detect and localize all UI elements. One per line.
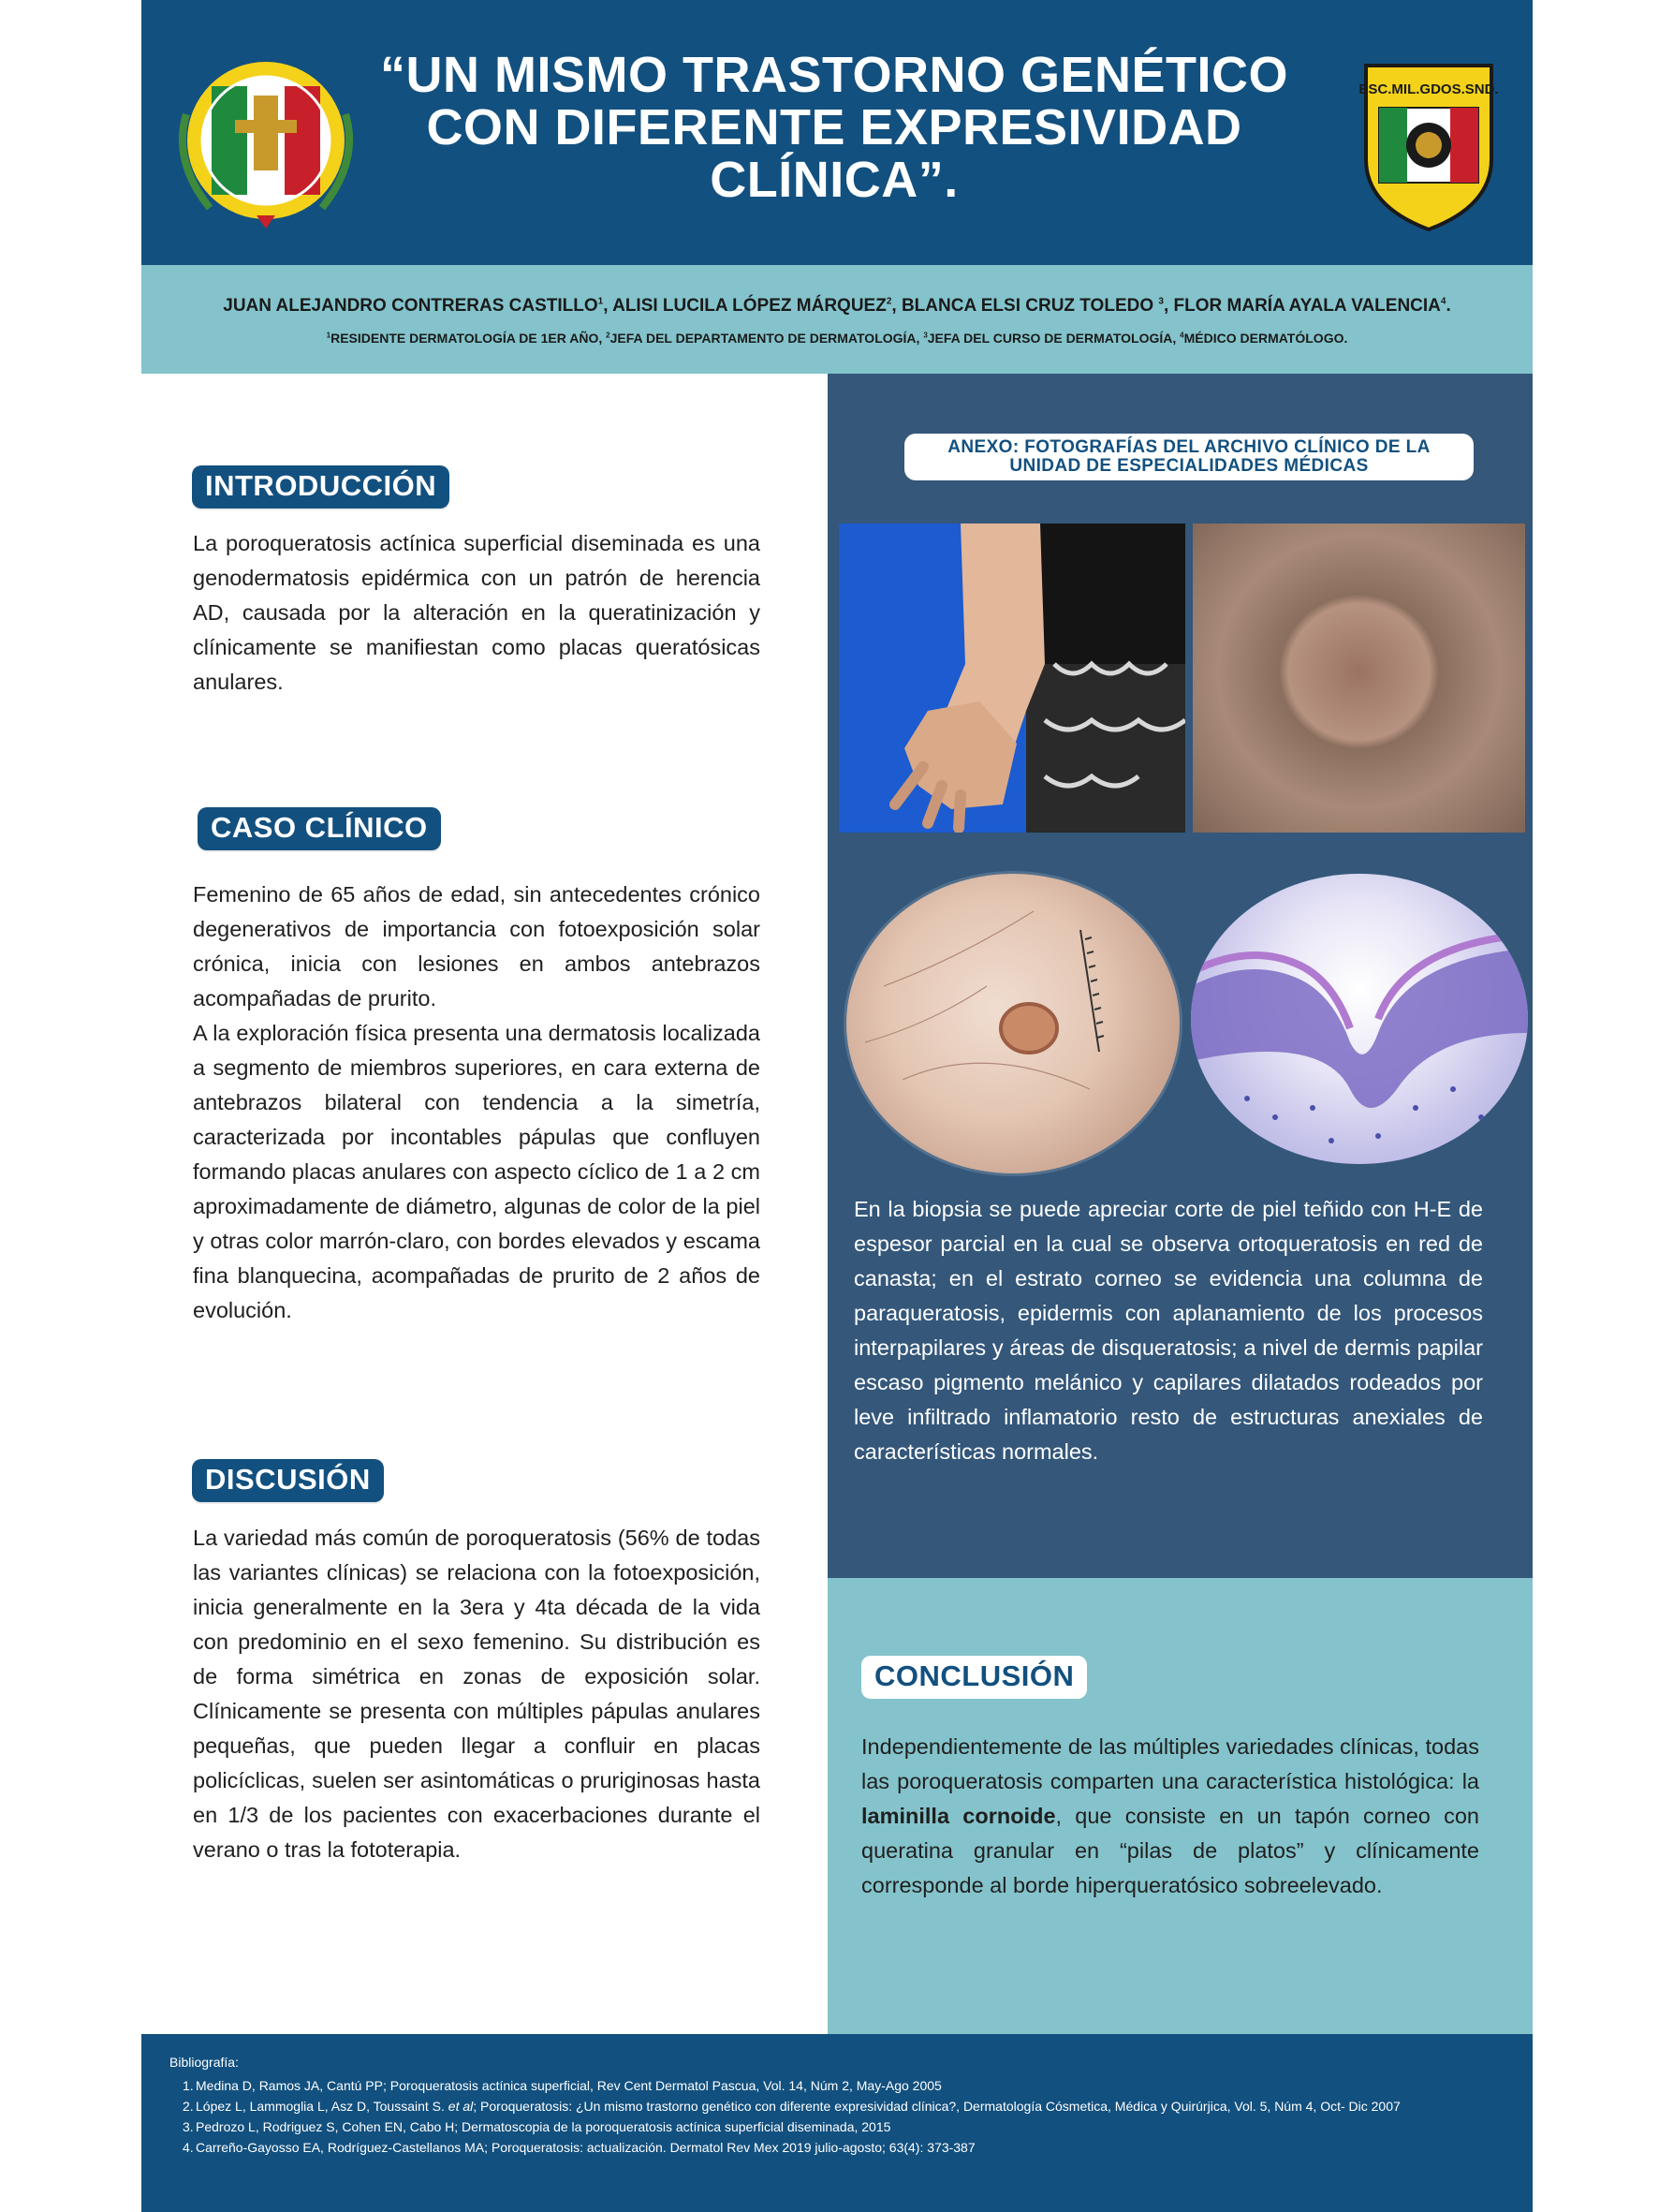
affiliation: RESIDENTE DERMATOLOGÍA DE 1ER AÑO, <box>330 331 603 346</box>
poster-title <box>352 49 1316 206</box>
affil-sup: 1 <box>326 331 331 340</box>
author-name: JUAN ALEJANDRO CONTRERAS CASTILLO <box>223 296 598 316</box>
bibliography-title: Bibliografía: <box>169 2055 239 2070</box>
discusion-heading: DISCUSIÓN <box>192 1459 384 1502</box>
reference-item <box>183 2075 1512 2096</box>
affiliations-line <box>141 331 1533 346</box>
reference-item <box>183 2096 1512 2116</box>
conclusion-bold-term: laminilla cornoide <box>861 1804 1056 1828</box>
affiliation: MÉDICO DERMATÓLOGO. <box>1183 331 1348 346</box>
author-name: BLANCA ELSI CRUZ TOLEDO <box>901 296 1154 316</box>
svg-text:ESC.MIL.GDOS.SND.: ESC.MIL.GDOS.SND. <box>1358 81 1499 97</box>
conclusion-paragraph <box>861 1730 1479 1903</box>
annex-heading-line-2: UNIDAD DE ESPECIALIDADES MÉDICAS <box>1009 456 1369 476</box>
reference-text: López L, Lammoglia L, Asz D, Toussaint S. <box>196 2099 448 2114</box>
author-name: ALISI LUCILA LÓPEZ MÁRQUEZ <box>612 296 887 316</box>
reference-number: 2. <box>183 2099 194 2114</box>
conclusion-text-after: , que consiste en un tapón corneo con queratina granular en “pilas de platos” y clínicamente corresponde al borde hiperqueratósico sobreelevado. <box>861 1804 1479 1897</box>
reference-item <box>183 2116 1512 2137</box>
conclusion-panel <box>828 1578 1533 2034</box>
affiliation: JEFA DEL DEPARTAMENTO DE DERMATOLOGÍA, <box>609 331 920 346</box>
affil-sup: 4 <box>1180 331 1184 340</box>
reference-text: Medina D, Ramos JA, Cantú PP; Poroqueratosis actínica superficial, Rev Cent Dermatol Pascua, Vol. 14, Núm 2, May-Ago 2005 <box>196 2078 942 2093</box>
dermoscopy-photo <box>846 874 1180 1173</box>
histology-photo <box>1191 874 1528 1164</box>
authors-line: JUAN ALEJANDRO CONTRERAS CASTILLO$^1$, ALISI LUCILA LÓPEZ MÁRQUEZ$^2$, BLANCA ELSI CRUZ TOLEDO $^3$, FLOR MARÍA AYALA VALENCIA$^4$. <box>223 296 1451 316</box>
title-line-1: “UN MISMO TRASTORNO GENÉTICO <box>379 47 1289 103</box>
discusion-paragraph: La variedad más común de poroqueratosis (56% de todas las variantes clínicas) se relaciona con la fotoexposición, inicia generalmente en la 3era y 4ta década de la vida con predominio en el sexo femenino. Su distribución es de forma simétrica en zonas de exposición solar. Clínicamente se presenta con múltiples pápulas anulares pequeñas, que pueden llegar a confluir en placas policíclicas, suelen ser asintomáticas o pruriginosas hasta en 1/3 de los pacientes con exacerbaciones durante el verano o tras la fototerapia. <box>193 1526 760 1862</box>
reference-text: Pedrozo L, Rodriguez S, Cohen EN, Cabo H; Dermatoscopia de la poroqueratosis actínica superficial diseminada, 2015 <box>196 2119 891 2134</box>
authors-band <box>141 265 1533 374</box>
introduccion-heading: INTRODUCCIÓN <box>192 465 449 509</box>
bibliography-list <box>183 2075 1512 2158</box>
reference-text: Carreño-Gayosso EA, Rodríguez-Castellanos MA; Poroqueratosis: actualización. Dermatol Rev Mex 2019 julio-agosto; 63(4): 373-387 <box>196 2140 976 2155</box>
caso-clinico-text <box>193 877 760 1328</box>
reference-number: 3. <box>183 2119 194 2134</box>
reference-italic: et al <box>448 2099 474 2114</box>
affiliation: JEFA DEL CURSO DE DERMATOLOGÍA, <box>927 331 1177 346</box>
bibliography-footer <box>141 2034 1533 2212</box>
esc-mil-shield-icon <box>1358 56 1499 234</box>
title-line-3: CLÍNICA”. <box>710 152 959 208</box>
reference-text: ; Poroqueratosis: ¿Un mismo trastorno genético con diferente expresividad clínica?, Dermatología Cósmetica, Médica y Quirúrjica, Vol. 5, Núm 4, Oct- Dic 2007 <box>473 2099 1401 2114</box>
forearm-photo <box>839 524 1185 833</box>
affil-sup: 2 <box>606 331 610 340</box>
title-line-2: CON DIFERENTE EXPRESIVIDAD <box>426 99 1242 155</box>
annex-heading <box>904 434 1474 480</box>
discusion-text <box>193 1521 760 1867</box>
caso-clinico-paragraph: A la exploración física presenta una dermatosis localizada a segmento de miembros superiores, en cara externa de antebrazos bilateral con tendencia a la simetría, caracterizada por incontables pápulas que confluyen formando placas anulares con aspecto cíclico de 1 a 2 cm aproximadamente de diámetro, algunas de color de la piel y otras color marrón-claro, con bordes elevados y escama fina blanquecina, acompañadas de prurito de 2 años de evolución. <box>193 1021 760 1322</box>
reference-number: 1. <box>183 2078 194 2093</box>
introduccion-paragraph: La poroqueratosis actínica superficial diseminada es una genodermatosis epidérmica con un patrón de herencia AD, causada por la alteración en la queratinización y clínicamente se manifiestan como placas queratósicas anulares. <box>193 531 760 694</box>
author-sup: 1 <box>597 296 604 307</box>
introduccion-text <box>193 526 760 700</box>
biopsy-paragraph: En la biopsia se puede apreciar corte de piel teñido con H-E de espesor parcial en la cual se observa ortoqueratosis en red de canasta; en el estrato corneo se evidencia una columna de paraqueratosis, epidermis con aplanamiento de los procesos interpapilares y áreas de disqueratosis; a nivel de dermis papilar escaso pigmento melánico y capilares dilatados rodeados por leve infiltrado inflamatorio resto de estructuras anexiales de características normales. <box>854 1197 1483 1464</box>
author-sup: 2 <box>886 296 892 307</box>
conclusion-text-before: Independientemente de las múltiples variedades clínicas, todas las poroqueratosis comparten una característica histológica: la <box>861 1734 1479 1793</box>
reference-item <box>183 2137 1512 2158</box>
conclusion-heading: CONCLUSIÓN <box>861 1656 1087 1699</box>
annex-heading-line-1: ANEXO: FOTOGRAFÍAS DEL ARCHIVO CLÍNICO DE LA <box>947 437 1431 457</box>
poster <box>141 0 1533 2212</box>
reference-number: 4. <box>183 2140 194 2155</box>
author-sup: 3 <box>1158 296 1164 307</box>
caso-clinico-heading: CASO CLÍNICO <box>198 807 441 850</box>
annex-panel <box>828 374 1533 1578</box>
udefa-logo-icon <box>168 58 364 231</box>
conclusion-text <box>861 1730 1479 1903</box>
author-sup: 4 <box>1440 296 1446 307</box>
biopsy-description <box>854 1192 1483 1469</box>
caso-clinico-paragraph: Femenino de 65 años de edad, sin antecedentes crónico degenerativos de importancia con fotoexposición solar crónica, inicia con lesiones en ambos antebrazos acompañadas de prurito. <box>193 882 760 1010</box>
header-banner <box>141 0 1533 265</box>
author-name: FLOR MARÍA AYALA VALENCIA <box>1173 296 1441 316</box>
affil-sup: 3 <box>923 331 928 340</box>
skin-lesion-closeup-photo <box>1193 524 1525 833</box>
